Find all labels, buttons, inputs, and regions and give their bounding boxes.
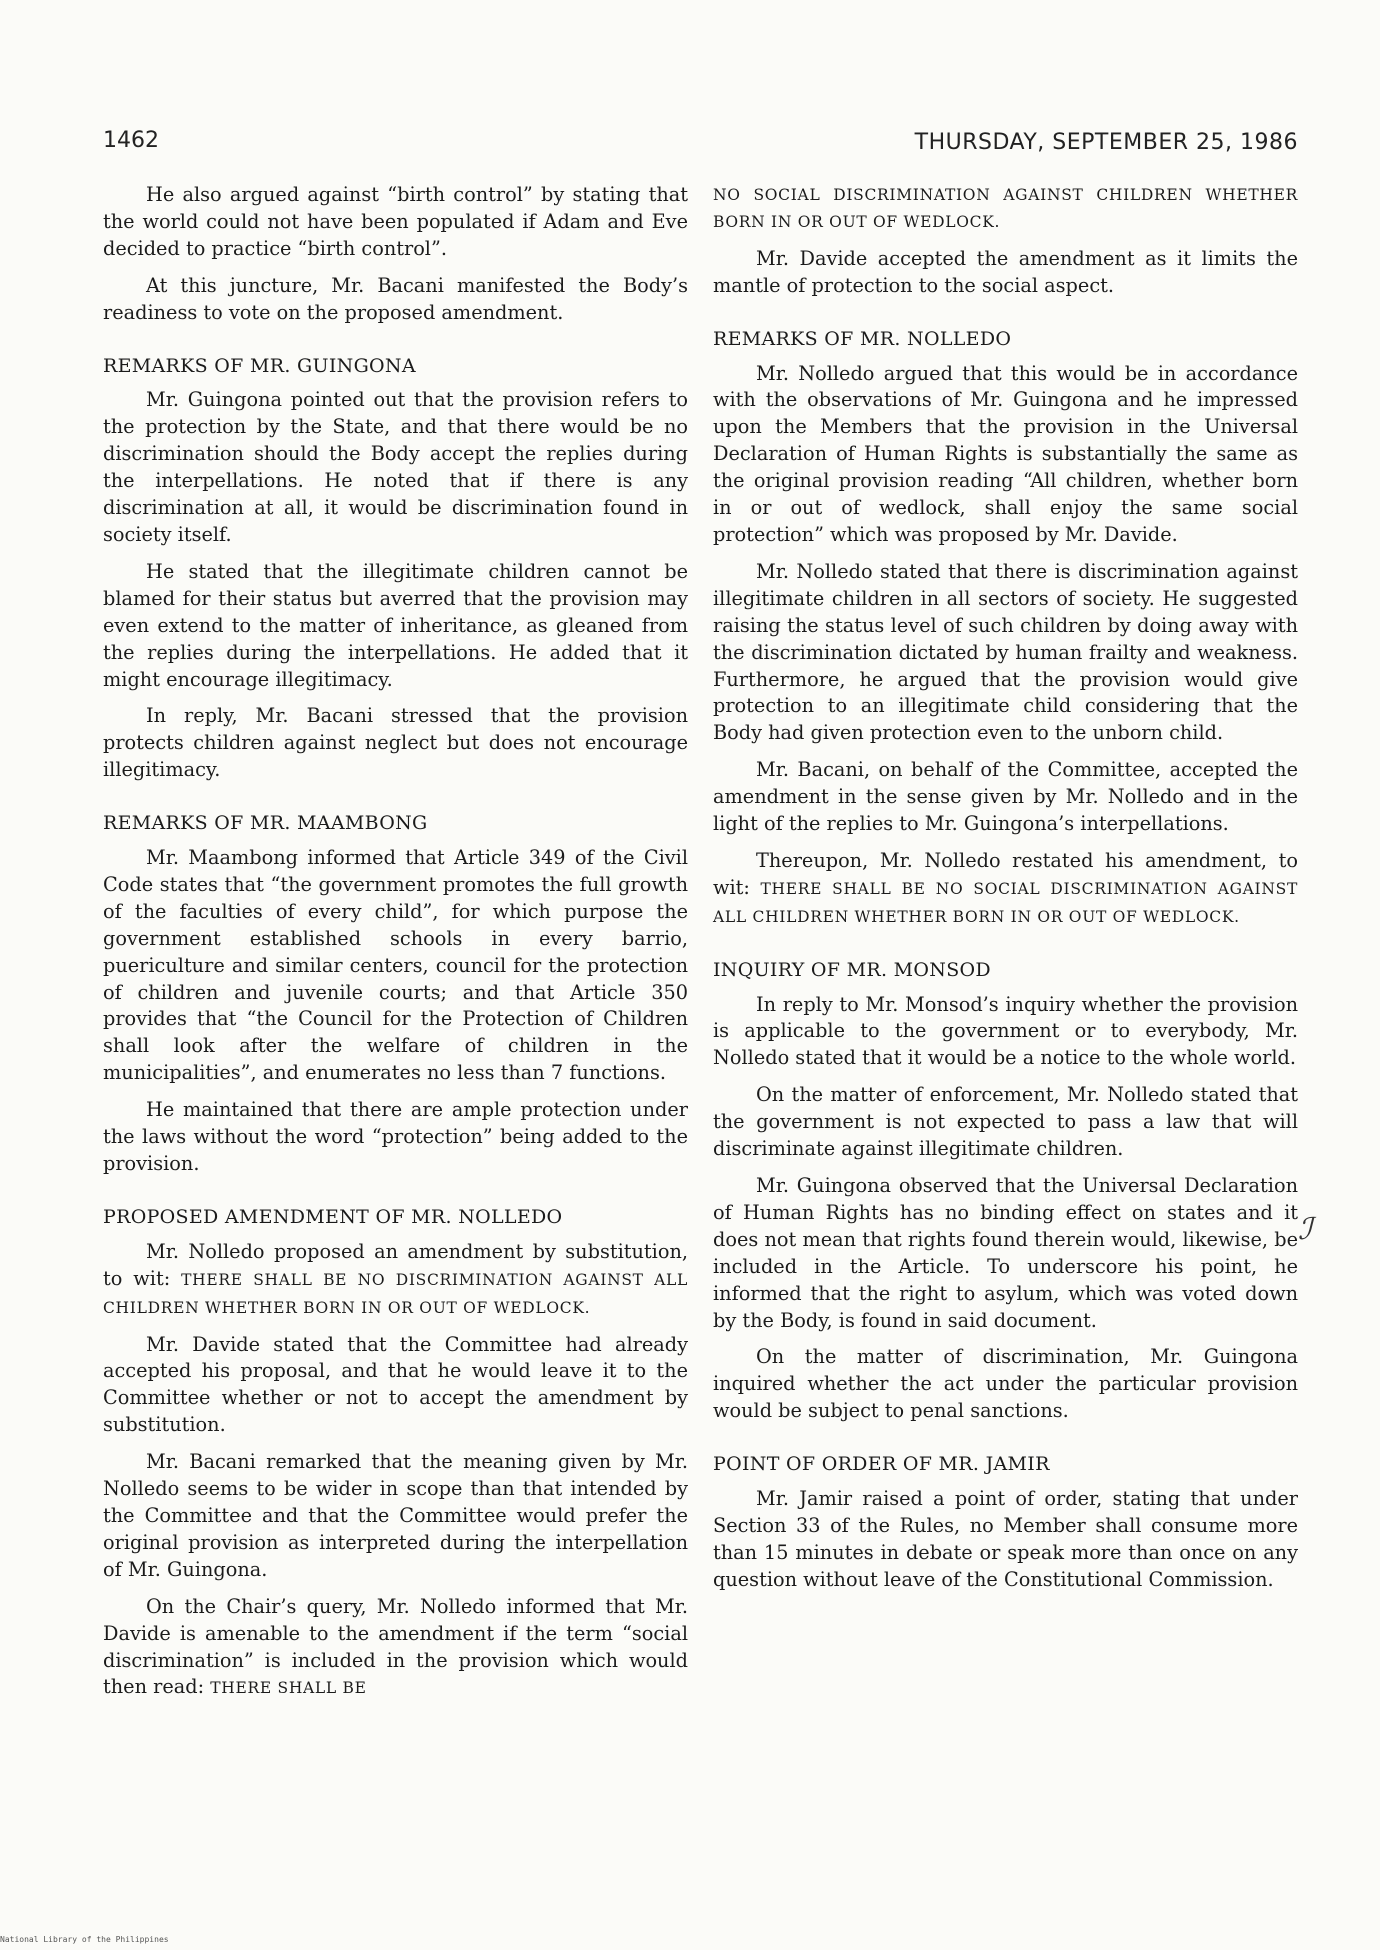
paragraph: He stated that the illegitimate children cannot be blamed for their status but averred that the provision may even extend to the matter of inheritance, as gleaned from the replies during the interpellations. He added that it might encourage illegitimacy. [103, 559, 688, 691]
paragraph-text: Thereupon, Mr. Nolledo restated his amendment, to wit: [713, 848, 1298, 899]
page-number: 1462 [103, 128, 159, 153]
paragraph: He also argued against “birth control” by stating that the world could not have been populated if Adam and Eve decided to practice “birth control”. [103, 183, 688, 260]
paragraph [103, 1594, 688, 1703]
section-heading: PROPOSED AMENDMENT OF MR. NOLLEDO [103, 1205, 563, 1228]
amendment-text: THERE SHALL BE NO SOCIAL DISCRIMINATION AGAINST ALL CHILDREN WHETHER BORN IN OR OUT OF WEDLOCK. [713, 879, 1299, 926]
paragraph: He maintained that there are ample protection under the laws without the word “protection” being added to the provision. [103, 1098, 688, 1175]
paragraph: Mr. Guingona pointed out that the provision refers to the protection by the State, and that there would be no discrimination should the Body accept the replies during the interpellations. He noted that if there is any discrimination at all, it would be discrimination found in society itself. [103, 388, 688, 546]
section-heading: INQUIRY OF MR. MONSOD [713, 958, 991, 981]
paragraph: In reply to Mr. Monsod’s inquiry whether the provision is applicable to the government or to everybody, Mr. Nolledo stated that it would be a notice to the whole world. [713, 992, 1298, 1070]
left-column [103, 182, 688, 1712]
amendment-text: THERE SHALL BE NO DISCRIMINATION AGAINST ALL CHILDREN WHETHER BORN IN OR OUT OF WEDLOCK. [103, 1270, 688, 1317]
paragraph [713, 848, 1298, 931]
right-column [713, 182, 1298, 1604]
paragraph-text: On the Chair’s query, Mr. Nolledo informed that Mr. Davide is amenable to the amendment if the term “social discrimination” is included in the provision which would then read: [103, 1594, 688, 1699]
paragraph: Mr. Guingona observed that the Universal Declaration of Human Rights has no binding effect on states and it does not mean that rights found therein would, likewise, be included in the Article. To underscore his point, he informed that the right to asylum, which was voted down by the Body, is found in said document. [713, 1174, 1298, 1332]
paragraph: Mr. Maambong informed that Article 349 of the Civil Code states that “the government promotes the full growth of the faculties of every child”, for which purpose the government established schools in every barrio, puericulture and similar centers, council for the protection of children and juvenile courts; and that Article 350 provides that “the Council for the Protection of Children shall look after the welfare of children in the municipalities”, and enumerates no less than 7 functions. [103, 846, 688, 1085]
section-heading: REMARKS OF MR. NOLLEDO [713, 327, 1012, 350]
section-heading: POINT OF ORDER OF MR. JAMIR [713, 1453, 1050, 1476]
amendment-text: NO SOCIAL DISCRIMINATION AGAINST CHILDREN WHETHER BORN IN OR OUT OF WEDLOCK. [713, 186, 1298, 231]
header-date: THURSDAY, SEPTEMBER 25, 1986 [914, 130, 1298, 155]
paragraph: On the matter of enforcement, Mr. Nolledo stated that the government is not expected to pass a law that will discriminate against illegitimate children. [713, 1083, 1298, 1161]
paragraph: Mr. Bacani remarked that the meaning given by Mr. Nolledo seems to be wider in scope than that intended by the Committee and that the Committee would prefer the original provision as interpreted during the interpellation of Mr. Guingona. [103, 1450, 688, 1581]
paragraph: In reply, Mr. Bacani stressed that the provision protects children against neglect but does not encourage illegitimacy. [103, 704, 688, 782]
scan-stamp: National Library of the Philippines [0, 1935, 169, 1944]
paragraph: Mr. Nolledo stated that there is discrimination against illegitimate children in all sectors of society. He suggested raising the status level of such children by doing away with the discrimination dictated by human frailty and weakness. Furthermore, he argued that the provision would give protection to an illegitimate child considering that the Body had given protection even to the unborn child. [713, 559, 1298, 745]
paragraph: Mr. Davide accepted the amendment as it limits the mantle of protection to the social aspect. [713, 246, 1298, 297]
paragraph: Mr. Nolledo argued that this would be in accordance with the observations of Mr. Guingona and he impressed upon the Members that the provision in the Universal Declaration of Human Rights is substantially the same as the original provision reading “All children, whether born in or out of wedlock, shall enjoy the same social protection” which was proposed by Mr. Davide. [713, 361, 1298, 546]
paragraph: At this juncture, Mr. Bacani manifested the Body’s readiness to vote on the proposed amendment. [103, 273, 688, 324]
amendment-text: THERE SHALL BE [210, 1679, 367, 1698]
page-header [103, 122, 1298, 160]
paragraph: Mr. Bacani, on behalf of the Committee, accepted the amendment in the sense given by Mr. Nolledo and in the light of the replies to Mr. Guingona’s interpellations. [713, 758, 1298, 836]
paragraph: Mr. Davide stated that the Committee had already accepted his proposal, and that he would leave it to the Committee whether or not to accept the amendment by substitution. [103, 1332, 688, 1437]
paragraph-text: Mr. Nolledo proposed an amendment by substitution, to wit: [103, 1239, 688, 1290]
handwritten-mark: ℐ [1298, 1212, 1313, 1247]
paragraph: On the matter of discrimination, Mr. Guingona inquired whether the act under the particular provision would be subject to penal sanctions. [713, 1345, 1298, 1423]
section-heading: REMARKS OF MR. MAAMBONG [103, 812, 428, 835]
paragraph: Mr. Jamir raised a point of order, stating that under Section 33 of the Rules, no Member shall consume more than 15 minutes in debate or speak more than once on any question without leave of the Constitutional Commission. [713, 1487, 1298, 1591]
section-heading: REMARKS OF MR. GUINGONA [103, 354, 416, 377]
paragraph [103, 1239, 688, 1322]
